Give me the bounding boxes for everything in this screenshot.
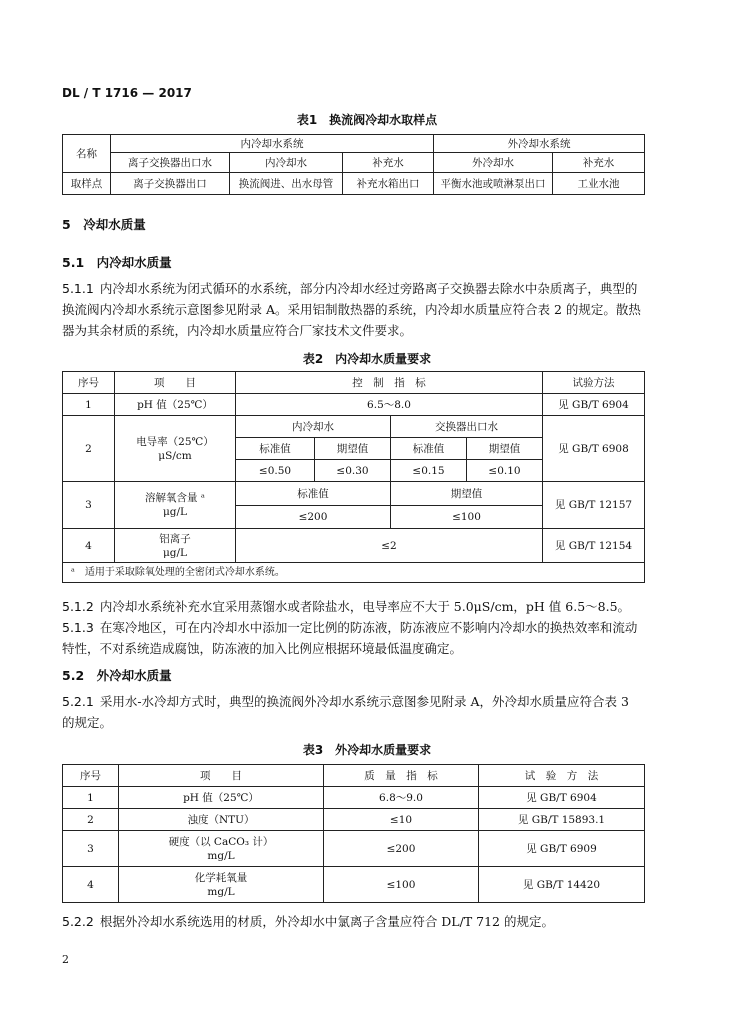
table2-cell: ≤0.10 <box>467 460 543 482</box>
table2-group-header: 内冷却水 <box>236 416 391 438</box>
table2-subheader: 标准值 <box>236 438 315 460</box>
table2-cell: ≤0.30 <box>315 460 391 482</box>
table3-item-cell <box>119 831 324 867</box>
table1-subheader: 补充水 <box>343 153 434 173</box>
table1-subheader: 外冷却水 <box>434 153 553 173</box>
table2-cell: 见 GB/T 6908 <box>543 416 645 482</box>
paragraph-5-1-2 <box>62 596 642 617</box>
table3-cell: 见 GB/T 6904 <box>479 787 645 809</box>
table2-item-cell <box>115 416 236 482</box>
table2-footnote: ᵃ 适用于采取除氧处理的全密闭式冷却水系统。 <box>63 563 645 583</box>
item-name: 硬度（以 CaCO₃ 计） <box>168 835 274 848</box>
table2-item-cell <box>115 529 236 563</box>
clause-number: 5.1.1 <box>62 281 94 296</box>
table3-cell: 浊度（NTU） <box>119 809 324 831</box>
item-name: 溶解氧含量 ᵃ <box>145 492 205 504</box>
table2-header: 试验方法 <box>543 372 645 394</box>
table2-subheader: 标准值 <box>236 482 391 506</box>
paragraph-5-2-2 <box>62 911 642 932</box>
table2-cell: 见 GB/T 12157 <box>543 482 645 529</box>
table1-cell: 离子交换器出口 <box>111 173 230 195</box>
table1-subheader: 离子交换器出口水 <box>111 153 230 173</box>
table1-cell: 工业水池 <box>553 173 645 195</box>
table3-cell: 见 GB/T 14420 <box>479 867 645 903</box>
item-unit: μg/L <box>162 506 188 518</box>
table2-cell: ≤100 <box>391 506 543 529</box>
table1-external-system: 外冷却水系统 <box>434 135 645 153</box>
table2-group-header: 交换器出口水 <box>391 416 543 438</box>
table2-cell: ≤0.50 <box>236 460 315 482</box>
table2-cell: ≤2 <box>236 529 543 563</box>
table2-cell: 1 <box>63 394 115 416</box>
table2-item-cell <box>115 482 236 529</box>
table2-caption: 表2 内冷却水质量要求 <box>302 352 432 366</box>
table3-cell: pH 值（25℃） <box>119 787 324 809</box>
clause-text: 在寒冷地区，可在内冷却水中添加一定比例的防冻液，防冻液应不影响内冷却水的换热效率和流动特性，不对系统造成腐蚀，防冻液的加入比例应根据环境最低温度确定。 <box>62 620 638 656</box>
paragraph-5-1-1 <box>62 278 642 341</box>
table2-subheader: 期望值 <box>467 438 543 460</box>
clause-number: 5.1.2 <box>62 599 94 614</box>
item-name: 化学耗氧量 <box>194 871 248 884</box>
table3 <box>62 764 645 903</box>
table3-cell: ≤200 <box>324 831 479 867</box>
table3-cell: 1 <box>63 787 119 809</box>
item-name: 电导率（25℃） <box>136 435 214 448</box>
table2-cell: ≤0.15 <box>391 460 467 482</box>
table2-cell: 3 <box>63 482 115 529</box>
table3-cell: ≤10 <box>324 809 479 831</box>
table2-cell: ≤200 <box>236 506 391 529</box>
table3-header: 项 目 <box>119 765 324 787</box>
table1 <box>62 134 645 195</box>
section-5-title: 5 冷却水质量 <box>62 217 146 232</box>
table1-caption: 表1 换流阀冷却水取样点 <box>296 113 438 127</box>
table2-cell: 2 <box>63 416 115 482</box>
clause-number: 5.1.3 <box>62 620 94 635</box>
table1-subheader: 内冷却水 <box>230 153 343 173</box>
table2-cell: 6.5～8.0 <box>236 394 543 416</box>
paragraph-5-2-1 <box>62 691 642 733</box>
clause-number: 5.2.2 <box>62 914 94 929</box>
table3-header: 试 验 方 法 <box>479 765 645 787</box>
clause-text: 内冷却水系统为闭式循环的水系统，部分内冷却水经过旁路离子交换器去除水中杂质离子，典型的换流阀内冷却水系统示意图参见附录 A。采用铝制散热器的系统，内冷却水质量应符合表 2 的规定。散热器为其余材质的系统，内冷却水质量应符合厂家技术文件要求。 <box>62 281 641 338</box>
table2-header: 控 制 指 标 <box>236 372 543 394</box>
table2-subheader: 期望值 <box>315 438 391 460</box>
table1-subheader: 补充水 <box>553 153 645 173</box>
item-unit: μg/L <box>162 546 188 559</box>
table2-cell: 见 GB/T 12154 <box>543 529 645 563</box>
table2-header: 项 目 <box>115 372 236 394</box>
table3-item-cell <box>119 867 324 903</box>
table3-header: 序号 <box>63 765 119 787</box>
item-name: 铝离子 <box>159 532 191 545</box>
table2-cell: 4 <box>63 529 115 563</box>
table1-cell: 换流阀进、出水母管 <box>230 173 343 195</box>
table3-header: 质 量 指 标 <box>324 765 479 787</box>
table3-cell: 见 GB/T 15893.1 <box>479 809 645 831</box>
table2-cell: pH 值（25℃） <box>115 394 236 416</box>
page-number: 2 <box>62 953 69 966</box>
table1-internal-system: 内冷却水系统 <box>111 135 434 153</box>
table2-header: 序号 <box>63 372 115 394</box>
clause-text: 采用水-水冷却方式时，典型的换流阀外冷却水系统示意图参见附录 A，外冷却水质量应符合表 3 的规定。 <box>62 694 629 730</box>
table1-cell: 平衡水池或喷淋泵出口 <box>434 173 553 195</box>
table3-cell: 2 <box>63 809 119 831</box>
table1-name-label: 名称 <box>63 135 111 173</box>
table3-caption: 表3 外冷却水质量要求 <box>302 743 432 757</box>
table1-cell: 补充水箱出口 <box>343 173 434 195</box>
clause-text: 根据外冷却水系统选用的材质，外冷却水中氯离子含量应符合 DL/T 712 的规定。 <box>99 914 554 929</box>
document-code: DL / T 1716 — 2017 <box>62 86 192 100</box>
item-unit: mg/L <box>207 885 235 898</box>
table3-cell: 6.8～9.0 <box>324 787 479 809</box>
clause-text: 内冷却水系统补充水宜采用蒸馏水或者除盐水，电导率应不大于 5.0μS/cm，pH 值 6.5～8.5。 <box>99 599 631 614</box>
table1-row-label: 取样点 <box>63 173 111 195</box>
item-unit: mg/L <box>207 849 235 862</box>
table3-cell: 3 <box>63 831 119 867</box>
table2 <box>62 371 645 583</box>
table2-cell: 见 GB/T 6904 <box>543 394 645 416</box>
paragraph-5-1-3 <box>62 617 642 659</box>
table3-cell: 见 GB/T 6909 <box>479 831 645 867</box>
section-5-2-title: 5.2 外冷却水质量 <box>62 668 172 683</box>
section-5-1-title: 5.1 内冷却水质量 <box>62 255 172 270</box>
table2-subheader: 标准值 <box>391 438 467 460</box>
table3-cell: 4 <box>63 867 119 903</box>
table2-subheader: 期望值 <box>391 482 543 506</box>
item-unit: μS/cm <box>158 449 192 462</box>
clause-number: 5.2.1 <box>62 694 94 709</box>
table3-cell: ≤100 <box>324 867 479 903</box>
